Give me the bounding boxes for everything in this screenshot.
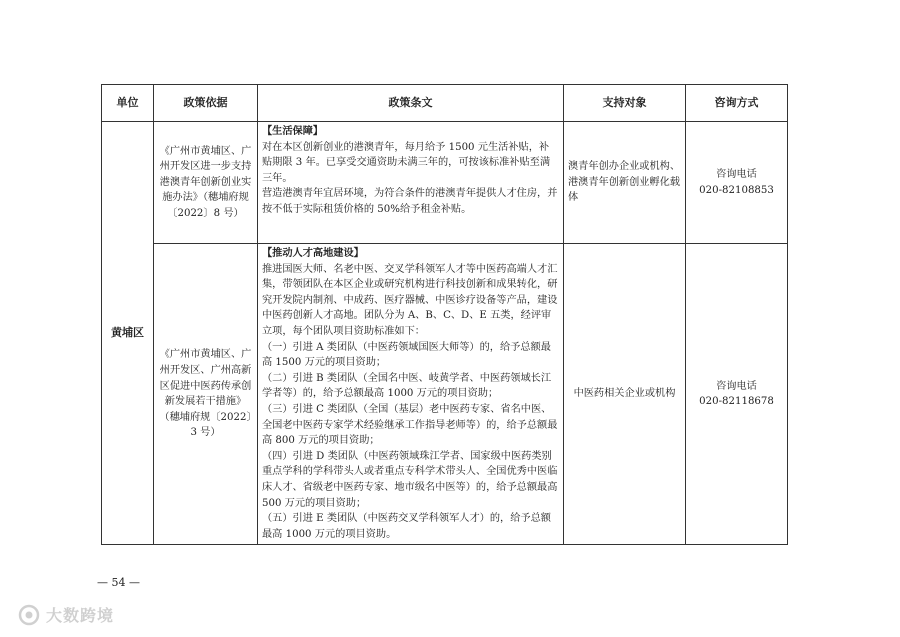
- policy-basis-cell: 《广州市黄埔区、广州开发区、广州高新区促进中医药传承创新发展若干措施》（穗埔府规〔2022〕3 号）: [154, 244, 258, 545]
- header-contact: 咨询方式: [686, 85, 788, 122]
- header-unit: 单位: [102, 85, 154, 122]
- support-target-cell: 中医药相关企业或机构: [564, 244, 686, 545]
- table-row: [102, 244, 788, 545]
- clause-paragraph: 对在本区创新创业的港澳青年，每月给予 1500 元生活补贴，补贴期限 3 年。已享受交通资助未满三年的，可按该标准补贴至满三年。: [262, 141, 551, 184]
- contact-label: 咨询电话: [716, 168, 757, 180]
- clause-paragraph: （三）引进 C 类团队（全国（基层）老中医药专家、省名中医、全国老中医药专家学术经验继承工作指导老师等）的，给予总额最高 800 万元的项目资助；: [262, 403, 558, 447]
- header-policy-clause: 政策条文: [258, 85, 564, 122]
- policy-clause-cell: [258, 244, 564, 545]
- table-row: [102, 122, 788, 244]
- clause-paragraph: （四）引进 D 类团队（中医药领域珠江学者、国家级中医药类别重点学科的学科带头人或者重点专科学术带头人、全国优秀中医临床人才、省级老中医药专家、地市级名中医等）的，给予总额最高 500 万元的项目资助；: [262, 450, 558, 509]
- policy-clause-cell: [258, 122, 564, 244]
- header-support-target: 支持对象: [564, 85, 686, 122]
- contact-label: 咨询电话: [716, 380, 757, 392]
- policy-basis-cell: 《广州市黄埔区、广州开发区进一步支持港澳青年创新创业实施办法》（穗埔府规〔2022〕8 号）: [154, 122, 258, 244]
- watermark-logo-icon: [18, 604, 40, 626]
- clause-heading: 【生活保障】: [262, 126, 324, 137]
- clause-paragraph: （二）引进 B 类团队（全国名中医、岐黄学者、中医药领域长江学者等）的，给予总额最高 1000 万元的项目资助；: [262, 372, 552, 400]
- header-policy-basis: 政策依据: [154, 85, 258, 122]
- page-number: — 54 —: [97, 576, 140, 589]
- contact-phone: 020-82118678: [699, 396, 774, 408]
- support-target-cell: 澳青年创办企业或机构、港澳青年创新创业孵化载体: [564, 122, 686, 244]
- contact-cell: [686, 244, 788, 545]
- watermark-text: 大数跨境: [46, 606, 115, 625]
- clause-paragraph: （一）引进 A 类团队（中医药领域国医大师等）的，给予总额最高 1500 万元的项目资助；: [262, 341, 551, 369]
- unit-cell: 黄埔区: [102, 122, 154, 545]
- watermark: [18, 603, 114, 626]
- contact-cell: [686, 122, 788, 244]
- policy-table: [101, 84, 788, 545]
- clause-paragraph: 推进国医大师、名老中医、交叉学科领军人才等中医药高端人才汇集，带领团队在本区企业或研究机构进行科技创新和成果转化，研究开发院内制剂、中成药、医疗器械、中医诊疗设备等产品，建设中医药创新人才高地。团队分为 A、B、C、D、E 五类，经评审立项，每个团队项目资助标准如下：: [262, 263, 558, 337]
- clause-paragraph: （五）引进 E 类团队（中医药交叉学科领军人才）的，给予总额最高 1000 万元的项目资助。: [262, 513, 551, 540]
- clause-heading: 【推动人才高地建设】: [262, 248, 364, 259]
- contact-phone: 020-82108853: [699, 184, 774, 196]
- clause-paragraph: 营造港澳青年宜居环境，为符合条件的港澳青年提供人才住房，并按不低于实际租赁价格的 50%给予租金补贴。: [262, 188, 558, 215]
- table-header-row: [102, 85, 788, 122]
